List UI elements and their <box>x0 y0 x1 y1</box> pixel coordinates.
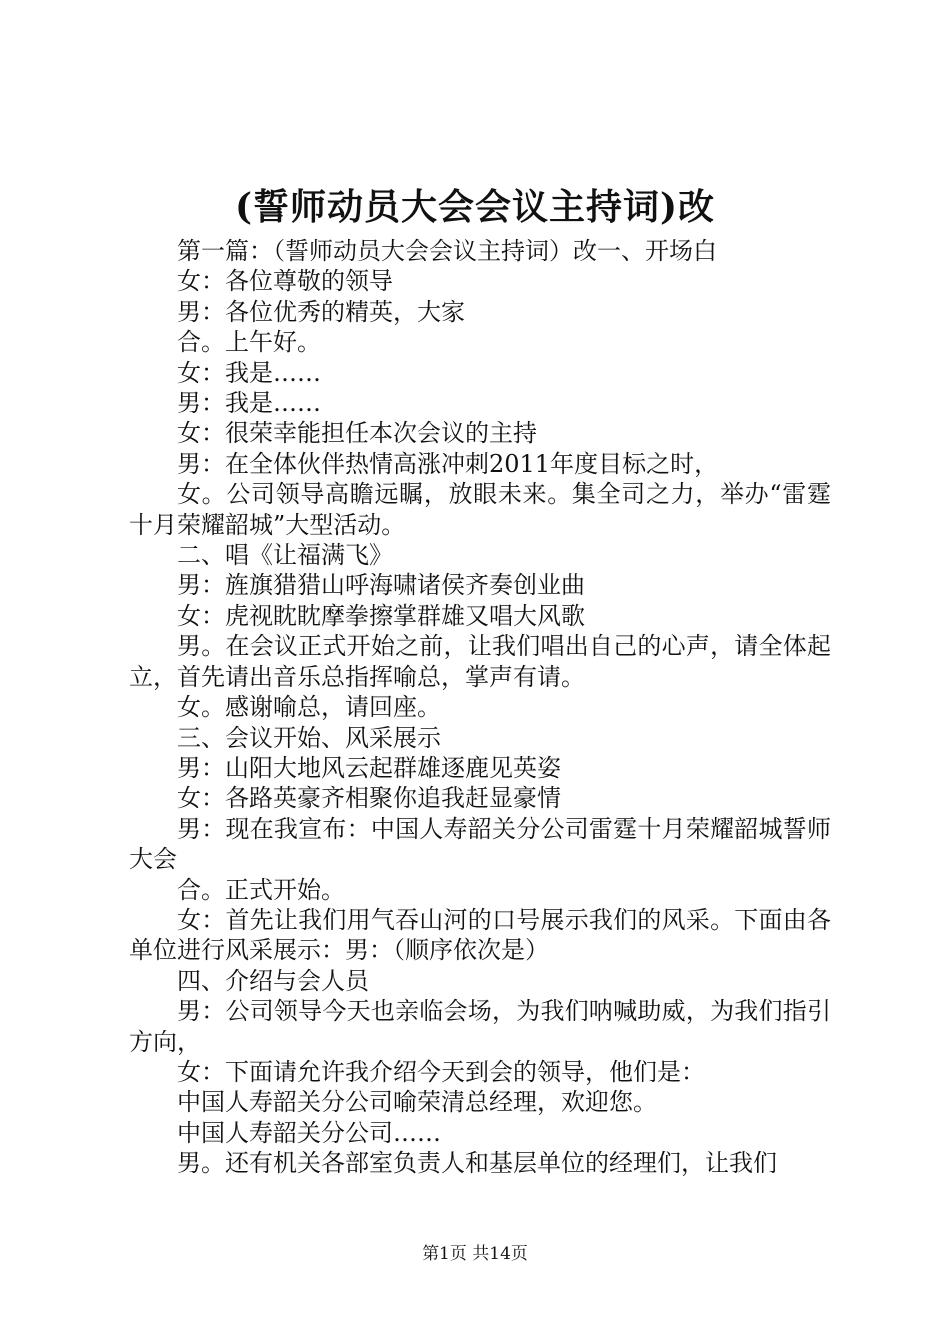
paragraph: 第一篇：（誓师动员大会会议主持词）改一、开场白 <box>177 237 717 265</box>
paragraph: 男：我是…… <box>177 389 321 418</box>
paragraph: 二、唱《让福满飞》 <box>177 541 393 570</box>
paragraph: 女：虎视眈眈摩拳擦掌群雄又唱大风歌 <box>177 601 585 630</box>
paragraph: 女：我是…… <box>177 358 321 387</box>
paragraph: 男：现在我宣布：中国人寿韶关分公司雷霆十月荣耀韶城誓师大会 <box>129 814 831 874</box>
paragraph: 三、会议开始、风采展示 <box>177 723 441 752</box>
page-footer: 第1页 共14页 <box>422 1244 528 1264</box>
paragraph: 男：各位优秀的精英，大家 <box>177 297 465 326</box>
paragraph: 男：山阳大地风云起群雄逐鹿见英姿 <box>177 753 561 782</box>
paragraph: 女。公司领导高瞻远瞩，放眼未来。集全司之力，举办“雷霆十月荣耀韶城”大型活动。 <box>129 480 831 539</box>
paragraph: 女。感谢喻总，请回座。 <box>177 693 441 722</box>
paragraph: 男。还有机关各部室负责人和基层单位的经理们，让我们 <box>177 1149 777 1178</box>
document-title: (誓师动员大会会议主持词)改 <box>234 186 716 228</box>
paragraph: 男：公司领导今天也亲临会场，为我们呐喊助威，为我们指引方向， <box>129 997 831 1056</box>
paragraph: 男：旌旗猎猎山呼海啸诸侯齐奏创业曲 <box>177 571 585 600</box>
paragraph: 合。上午好。 <box>177 328 321 357</box>
paragraph: 女：下面请允许我介绍今天到会的领导，他们是： <box>177 1057 705 1086</box>
paragraph: 男。在会议正式开始之前，让我们唱出自己的心声，请全体起立，首先请出音乐总指挥喻总，掌声有请。 <box>129 632 831 691</box>
paragraph: 合。正式开始。 <box>177 875 345 904</box>
paragraph: 女：各位尊敬的领导 <box>177 267 393 296</box>
paragraph: 女：很荣幸能担任本次会议的主持 <box>177 419 537 448</box>
paragraph: 中国人寿韶关分公司喻荣清总经理，欢迎您。 <box>177 1088 657 1117</box>
paragraph: 女：首先让我们用气吞山河的口号展示我们的风采。下面由各单位进行风采展示：男：（顺序依次是） <box>129 905 831 965</box>
paragraph: 四、介绍与会人员 <box>177 966 369 995</box>
document-body <box>129 236 831 1179</box>
paragraph: 中国人寿韶关分公司…… <box>177 1118 441 1147</box>
paragraph: 男：在全体伙伴热情高涨冲刺2011年度目标之时， <box>177 449 719 478</box>
paragraph: 女：各路英豪齐相聚你追我赶显豪情 <box>177 784 561 813</box>
